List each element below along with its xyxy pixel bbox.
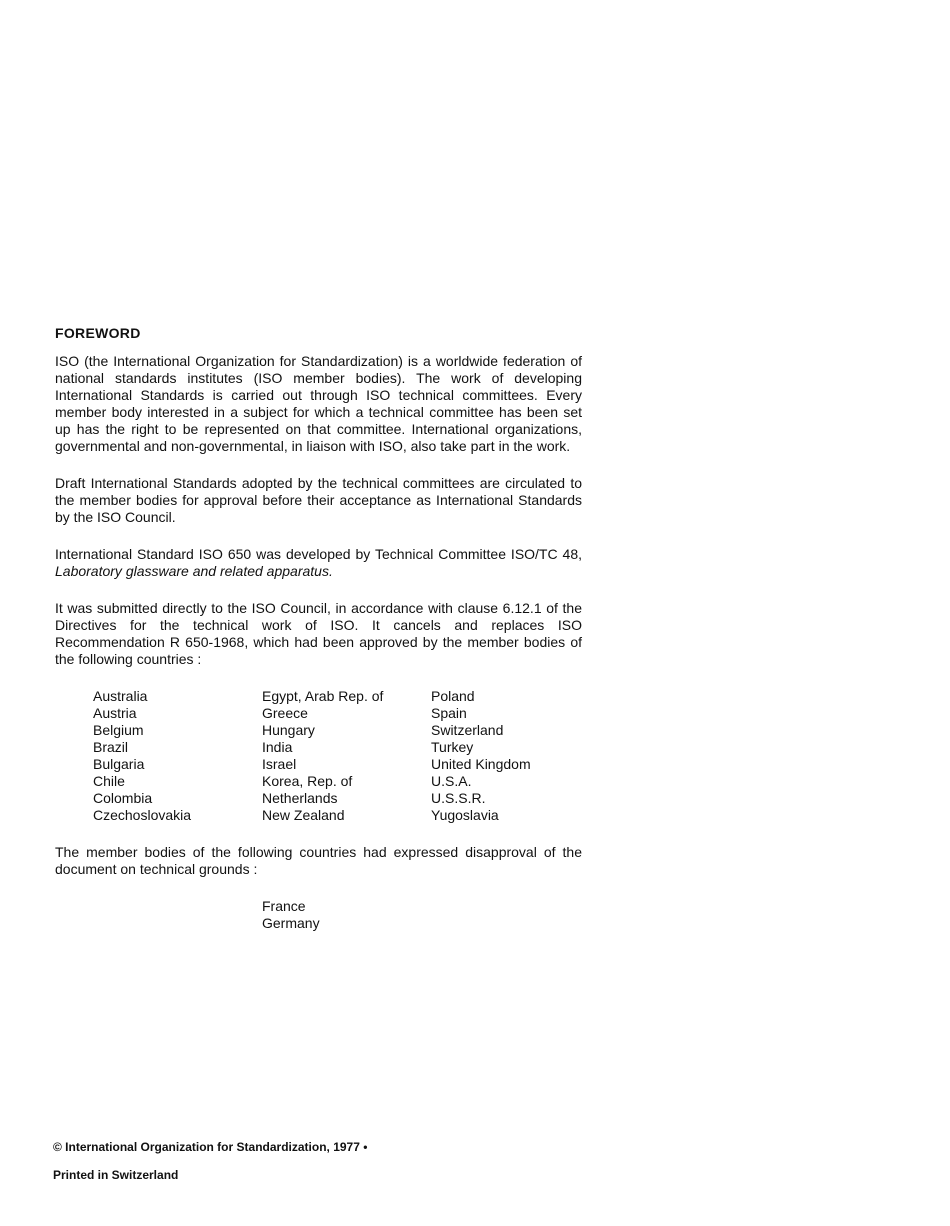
country-item: Chile [93,773,125,789]
country-item: Czechoslovakia [93,807,192,823]
printed-location: Printed in Switzerland [53,1168,179,1182]
paragraph-development [55,546,582,580]
countries-column-2 [262,688,431,824]
disapproving-countries-list [262,898,582,932]
country-item: Colombia [93,790,153,806]
country-item: Switzerland [431,722,504,738]
country-item: Germany [262,915,320,931]
country-item: Turkey [431,739,474,755]
country-item: Spain [431,705,467,721]
country-item: U.S.S.R. [431,790,486,806]
paragraph-disapproval: The member bodies of the following countries had expressed disapproval of the document on technical grounds : [55,844,582,877]
country-item: Greece [262,705,308,721]
foreword-section [55,325,582,932]
country-item: India [262,739,293,755]
country-item: Israel [262,756,297,772]
country-item: Australia [93,688,148,704]
country-item: Hungary [262,722,315,738]
committee-title: Laboratory glassware and related apparatus. [55,563,333,579]
paragraph-draft-standards: Draft International Standards adopted by the technical committees are circulated to the member bodies for approval before their acceptance as International Standards by the ISO Council. [55,475,582,525]
paragraph-iso-intro: ISO (the International Organization for Standardization) is a worldwide federation of national standards institutes (ISO member bodies). The work of developing International Standards is carried out through ISO technical committees. Every member body interested in a subject for which a technical committee has been set up has the right to be represented on that committee. International organizations, governmental and non-governmental, in liaison with ISO, also take part in the work. [55,353,582,454]
country-item: Korea, Rep. of [262,773,353,789]
country-item: Egypt, Arab Rep. of [262,688,384,704]
country-item: New Zealand [262,807,345,823]
country-item: Netherlands [262,790,338,806]
countries-column-3 [431,688,600,824]
foreword-heading: FOREWORD [55,325,141,341]
country-item: U.S.A. [431,773,472,789]
approving-countries-list [93,688,582,824]
country-item: France [262,898,306,914]
countries-column-1 [93,688,262,824]
country-item: United Kingdom [431,756,531,772]
country-item: Yugoslavia [431,807,499,823]
country-item: Bulgaria [93,756,145,772]
paragraph-submission: It was submitted directly to the ISO Council, in accordance with clause 6.12.1 of the Directives for the technical work of ISO. It cancels and replaces ISO Recommendation R 650-1968, which had been approved by the member bodies of the following countries : [55,600,582,667]
copyright-notice: © International Organization for Standardization, 1977 • [53,1140,368,1154]
page-footer [53,1140,367,1182]
development-text: International Standard ISO 650 was developed by Technical Committee ISO/TC 48, [55,546,582,562]
country-item: Brazil [93,739,129,755]
country-item: Poland [431,688,475,704]
country-item: Austria [93,705,137,721]
country-item: Belgium [93,722,144,738]
